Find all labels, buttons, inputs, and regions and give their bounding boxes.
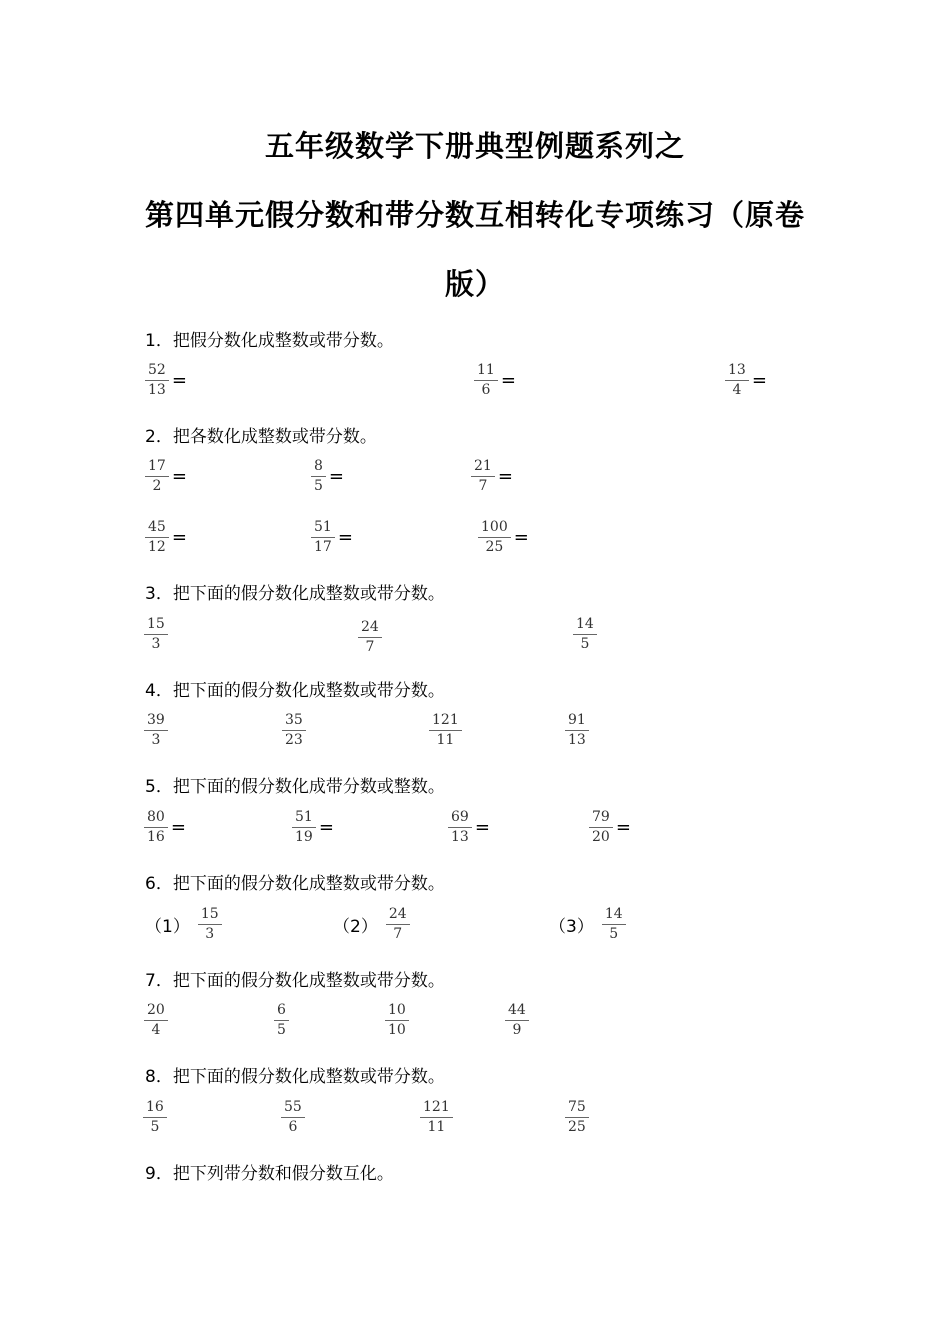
fraction-item bbox=[292, 808, 334, 847]
denominator: 6 bbox=[288, 1119, 298, 1135]
denominator: 5 bbox=[580, 636, 590, 652]
fraction-item bbox=[144, 1001, 168, 1040]
question-3-prompt: 3．把下面的假分数化成整数或带分数。 bbox=[145, 584, 445, 604]
denominator: 19 bbox=[295, 829, 313, 845]
fraction-item bbox=[358, 618, 382, 657]
numerator: 45 bbox=[145, 518, 169, 538]
fraction-item bbox=[429, 711, 462, 750]
fraction-item bbox=[471, 457, 513, 496]
fraction-item bbox=[478, 518, 529, 557]
numerator: 13 bbox=[725, 361, 749, 381]
denominator: 9 bbox=[512, 1022, 522, 1038]
numerator: 17 bbox=[145, 457, 169, 477]
denominator: 5 bbox=[609, 926, 619, 942]
fraction-item bbox=[589, 808, 631, 847]
numerator: 11 bbox=[474, 361, 498, 381]
equals-sign: = bbox=[751, 370, 767, 391]
fraction-item bbox=[145, 457, 187, 496]
numerator: 39 bbox=[144, 711, 168, 731]
numerator: 8 bbox=[311, 457, 326, 477]
fraction-item bbox=[274, 1001, 289, 1040]
numerator: 10 bbox=[385, 1001, 409, 1021]
question-9-prompt: 9．把下列带分数和假分数互化。 bbox=[145, 1164, 394, 1184]
denominator: 25 bbox=[568, 1119, 586, 1135]
equals-sign: = bbox=[497, 466, 513, 487]
numerator: 100 bbox=[478, 518, 511, 538]
denominator: 7 bbox=[393, 926, 403, 942]
fraction-item bbox=[565, 1098, 589, 1137]
fraction-item bbox=[282, 711, 306, 750]
question-5-prompt: 5．把下面的假分数化成带分数或整数。 bbox=[145, 777, 445, 797]
equals-sign: = bbox=[500, 370, 516, 391]
numerator: 14 bbox=[573, 615, 597, 635]
numerator: 24 bbox=[386, 905, 410, 925]
equals-sign: = bbox=[318, 817, 334, 838]
fraction-item bbox=[385, 1001, 409, 1040]
denominator: 17 bbox=[314, 539, 332, 555]
fraction-item bbox=[420, 1098, 453, 1137]
numerator: 20 bbox=[144, 1001, 168, 1021]
item-label: （1） bbox=[145, 917, 190, 937]
denominator: 3 bbox=[205, 926, 215, 942]
denominator: 5 bbox=[150, 1119, 160, 1135]
fraction-item bbox=[281, 1098, 305, 1137]
equals-sign: = bbox=[328, 466, 345, 487]
fraction-item bbox=[143, 1098, 167, 1137]
denominator: 7 bbox=[365, 639, 375, 655]
numerator: 6 bbox=[274, 1001, 289, 1021]
equals-sign: = bbox=[615, 817, 631, 838]
question-6-prompt: 6．把下面的假分数化成整数或带分数。 bbox=[145, 874, 445, 894]
numerator: 51 bbox=[292, 808, 316, 828]
question-1-prompt: 1．把假分数化成整数或带分数。 bbox=[145, 331, 394, 351]
numerator: 79 bbox=[589, 808, 613, 828]
fraction-item bbox=[145, 905, 222, 944]
fraction-item bbox=[311, 518, 353, 557]
fraction-item bbox=[505, 1001, 529, 1040]
numerator: 21 bbox=[471, 457, 495, 477]
question-7-prompt: 7．把下面的假分数化成整数或带分数。 bbox=[145, 971, 445, 991]
fraction-item bbox=[145, 361, 187, 400]
equals-sign: = bbox=[170, 817, 186, 838]
numerator: 51 bbox=[311, 518, 335, 538]
numerator: 15 bbox=[198, 905, 222, 925]
denominator: 4 bbox=[151, 1022, 161, 1038]
fraction-item bbox=[474, 361, 516, 400]
denominator: 5 bbox=[314, 478, 323, 494]
denominator: 25 bbox=[485, 539, 504, 555]
question-2-prompt: 2．把各数化成整数或带分数。 bbox=[145, 427, 377, 447]
fraction-item bbox=[549, 905, 626, 944]
fraction-item bbox=[333, 905, 410, 944]
denominator: 5 bbox=[277, 1022, 286, 1038]
numerator: 80 bbox=[144, 808, 168, 828]
fraction-item bbox=[144, 615, 168, 654]
question-4-prompt: 4．把下面的假分数化成整数或带分数。 bbox=[145, 681, 445, 701]
equals-sign: = bbox=[474, 817, 490, 838]
numerator: 14 bbox=[602, 905, 626, 925]
denominator: 11 bbox=[427, 1119, 446, 1135]
numerator: 44 bbox=[505, 1001, 529, 1021]
denominator: 3 bbox=[151, 732, 161, 748]
equals-sign: = bbox=[171, 466, 187, 487]
equals-sign: = bbox=[513, 527, 529, 548]
equals-sign: = bbox=[171, 527, 187, 548]
numerator: 35 bbox=[282, 711, 306, 731]
denominator: 12 bbox=[148, 539, 166, 555]
title-line-1: 五年级数学下册典型例题系列之 bbox=[264, 129, 685, 163]
denominator: 10 bbox=[388, 1022, 406, 1038]
denominator: 3 bbox=[151, 636, 161, 652]
denominator: 6 bbox=[481, 382, 491, 398]
title-line-3: 版） bbox=[444, 267, 505, 301]
numerator: 24 bbox=[358, 618, 382, 638]
numerator: 121 bbox=[429, 711, 462, 731]
denominator: 13 bbox=[451, 829, 469, 845]
fraction-item bbox=[311, 457, 344, 496]
numerator: 75 bbox=[565, 1098, 589, 1118]
fraction-item bbox=[145, 518, 187, 557]
fraction-item bbox=[144, 808, 186, 847]
question-8-prompt: 8．把下面的假分数化成整数或带分数。 bbox=[145, 1067, 445, 1087]
title-line-2: 第四单元假分数和带分数互相转化专项练习（原卷 bbox=[144, 198, 805, 232]
denominator: 13 bbox=[148, 382, 166, 398]
numerator: 91 bbox=[565, 711, 589, 731]
denominator: 11 bbox=[436, 732, 455, 748]
numerator: 121 bbox=[420, 1098, 453, 1118]
denominator: 4 bbox=[732, 382, 742, 398]
denominator: 16 bbox=[147, 829, 165, 845]
fraction-item bbox=[448, 808, 490, 847]
numerator: 15 bbox=[144, 615, 168, 635]
fraction-item bbox=[725, 361, 767, 400]
denominator: 13 bbox=[568, 732, 586, 748]
numerator: 16 bbox=[143, 1098, 167, 1118]
equals-sign: = bbox=[171, 370, 187, 391]
numerator: 52 bbox=[145, 361, 169, 381]
fraction-item bbox=[144, 711, 168, 750]
item-label: （3） bbox=[549, 917, 594, 937]
numerator: 55 bbox=[281, 1098, 305, 1118]
numerator: 69 bbox=[448, 808, 472, 828]
item-label: （2） bbox=[333, 917, 378, 937]
denominator: 23 bbox=[285, 732, 303, 748]
denominator: 20 bbox=[592, 829, 610, 845]
fraction-item bbox=[565, 711, 589, 750]
equals-sign: = bbox=[337, 527, 353, 548]
denominator: 7 bbox=[478, 478, 488, 494]
denominator: 2 bbox=[152, 478, 162, 494]
fraction-item bbox=[573, 615, 597, 654]
